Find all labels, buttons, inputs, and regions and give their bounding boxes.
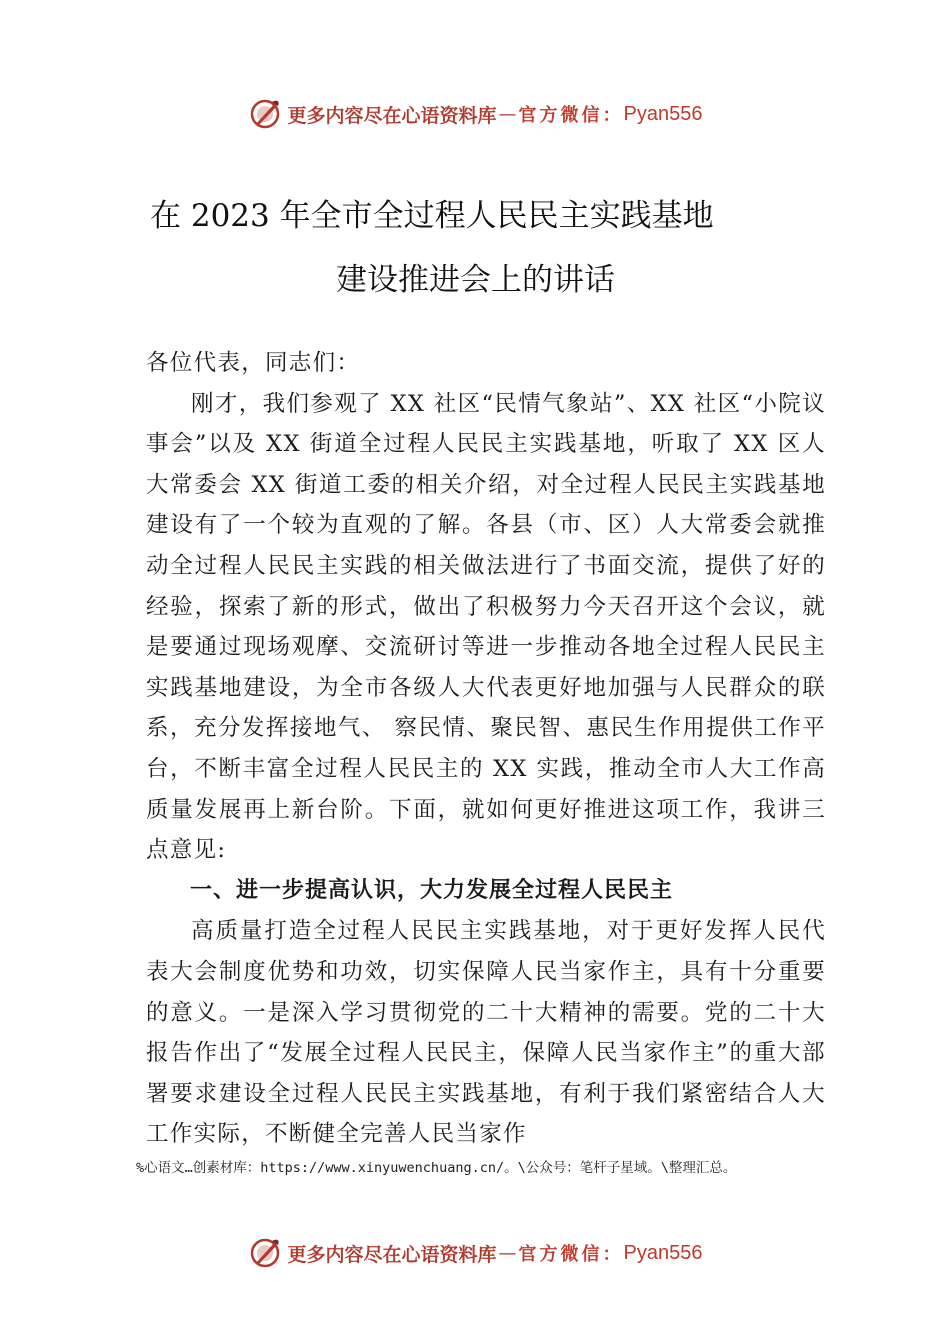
paragraph-intro: 刚才，我们参观了 XX 社区“民情气象站”、XX 社区“小院议事会”以及 XX 街道全过程人民民主实践基地，听取了 XX 区人大常委会 XX 街道工委的相关介绍，对全过程人民民主实践基地建设有了一个较为直观的了解。各县（市、区）人大常委会就推动全过程人民民主实践的相关做法进行了书面交流，提供了好的经验，探索了新的形式，做出了积极努力今天召开这个会议，就是要通过现场观摩、交流研讨等进一步推动各地全过程人民民主实践基地建设，为全市各级人大代表更好地加强与人民群众的联系，充分发挥接地气、 察民情、聚民智、惠民生作用提供工作平台，不断丰富全过程人民民主的 XX 实践，推动全市人大工作高质量发展再上新台阶。下面，就如何更好推进这项工作，我讲三点意见: [146, 390, 826, 864]
paragraph-section-1: 高质量打造全过程人民民主实践基地，对于更好发挥人民代表大会制度优势和功效，切实保障人民当家作主，具有十分重要的意义。一是深入学习贯彻党的二十大精神的需要。党的二十大报告作出了“发展全过程人民民主，保障人民当家作主”的重大部署要求建设全过程人民民主实践基地，有利于我们紧密结合人大工作实际，不断健全完善人民当家作 [146, 918, 826, 1148]
quill-seal-icon [248, 97, 282, 131]
banner-main-text: 更多内容尽在心语资料库 [287, 104, 497, 127]
banner-separator: — [498, 103, 517, 125]
header-banner [0, 94, 950, 134]
banner-wechat-id: Pyan556 [623, 1241, 703, 1264]
banner-wechat-label: 官方微信： [518, 105, 624, 126]
quill-seal-icon [248, 1236, 282, 1270]
greeting: 各位代表，同志们： [146, 350, 361, 376]
banner-wechat-label: 官方微信： [518, 1244, 624, 1265]
banner-wechat-id: Pyan556 [623, 102, 703, 125]
footer-banner [0, 1233, 950, 1273]
section-heading-1: 一、进一步提高认识，大力发展全过程人民民主 [190, 877, 674, 903]
banner-separator: — [498, 1242, 517, 1264]
page-title-line1: 在 2023 年全市全过程人民民主实践基地 [150, 198, 714, 234]
page-title-line2: 建设推进会上的讲话 [336, 262, 615, 298]
document-body [146, 343, 826, 1155]
source-note: %心语文…创素材库：https://www.xinyuwenchuang.cn/。\公众号：笔杆子星域。\整理汇总。 [136, 1160, 737, 1176]
banner-main-text: 更多内容尽在心语资料库 [287, 1243, 497, 1266]
